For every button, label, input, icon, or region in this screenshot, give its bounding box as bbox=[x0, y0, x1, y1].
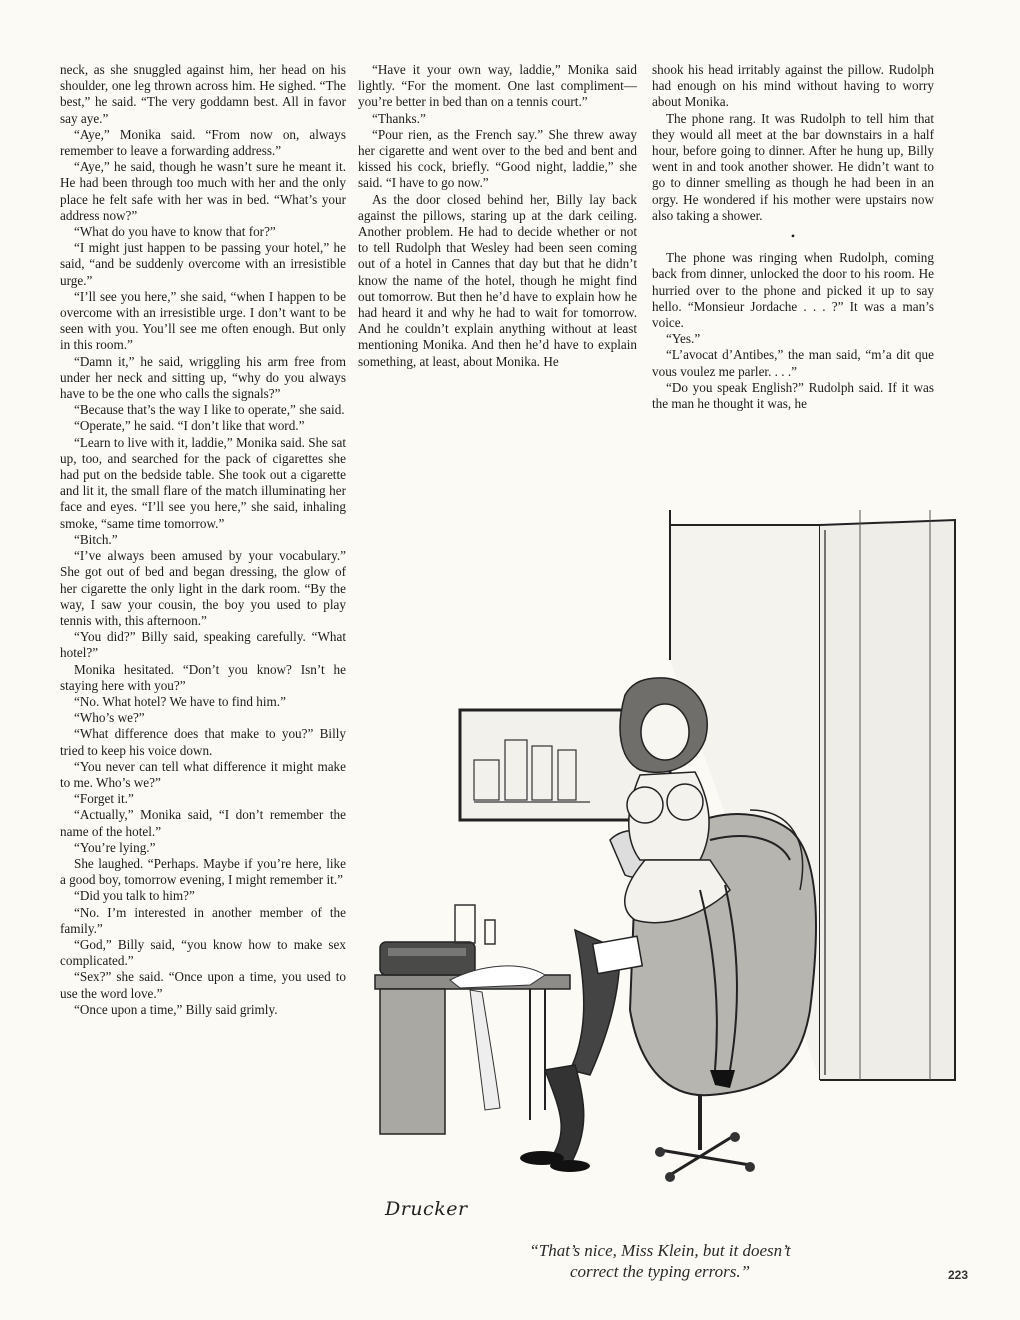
paragraph: “You never can tell what difference it might make to me. Who’s we?” bbox=[60, 758, 346, 790]
paragraph: Monika hesitated. “Don’t you know? Isn’t he staying here with you?” bbox=[60, 661, 346, 693]
text-column-3 bbox=[652, 62, 934, 412]
paragraph: “I might just happen to be passing your hotel,” he said, “and be suddenly overcome with an irresistible urge.” bbox=[60, 240, 346, 288]
caption-line: correct the typing errors.” bbox=[569, 1262, 751, 1281]
section-break-bullet: • bbox=[790, 229, 796, 244]
cartoon-illustration bbox=[370, 510, 960, 1240]
cartoon-caption bbox=[430, 1240, 890, 1282]
paragraph: “Because that’s the way I like to operate,” she said. bbox=[74, 402, 345, 418]
paragraph: She laughed. “Perhaps. Maybe if you’re here, like a good boy, tomorrow evening, I might remember it.” bbox=[60, 855, 346, 888]
paragraph: “Learn to live with it, laddie,” Monika said. She sat up, too, and searched for the pack of cigarettes she had put on the bedside table. She took out a cigarette and lit it, the small flare of the match illuminating her face and eyes. “I’ll see you here,” she said, inhaling smoke, “same time tomorrow.” bbox=[60, 434, 346, 531]
paragraph: “What difference does that make to you?” Billy tried to keep his voice down. bbox=[60, 726, 346, 758]
desk bbox=[375, 905, 570, 1134]
text-column-2 bbox=[358, 62, 637, 370]
paragraph: The phone rang. It was Rudolph to tell him that they would all meet at the bar downstairs in a half hour, before going to dinner. After he hung up, Billy went in and took another shower. He didn’t want to go to dinner smelling as though he had been in an orgy. He wondered if his mother were upstairs now also taking a shower. bbox=[652, 110, 934, 223]
paragraph: “Thanks.” bbox=[372, 110, 426, 126]
paragraph: “Bitch.” bbox=[74, 531, 118, 547]
paragraph: The phone was ringing when Rudolph, coming back from dinner, unlocked the door to his room. He hurried over to the phone and picked it up to say hello. “Monsieur Jordache . . . ?” It was a man’s voice. bbox=[652, 250, 934, 331]
paragraph: “Actually,” Monika said, “I don’t remember the name of the hotel.” bbox=[60, 807, 346, 839]
paragraph: “Sex?” she said. “Once upon a time, you used to use the word love.” bbox=[60, 969, 346, 1001]
paragraph: “Who’s we?” bbox=[74, 710, 145, 726]
paragraph: “Operate,” he said. “I don’t like that word.” bbox=[74, 418, 305, 434]
caption-line: “That’s nice, Miss Klein, but it doesn’t bbox=[529, 1241, 791, 1260]
paragraph: As the door closed behind her, Billy lay back against the pillows, staring up at the dark ceiling. Another problem. He had to decide whether or not to tell Rudolph that Wesley had been seen coming out of a hotel in Cannes that day but that he didn’t know the name of the hotel, though he might find out tomorrow. But then he’d have to explain how he had heard it and why he had to wait for tomorrow. And he couldn’t explain anything without at least mentioning Monika. And then he’d have to explain something, at least, about Monika. He bbox=[358, 191, 637, 369]
paragraph: “L’avocat d’Antibes,” the man said, “m’a dit que vous voulez me parler. . . .” bbox=[652, 347, 934, 379]
paragraph: “Pour rien, as the French say.” She threw away her cigarette and went over to the bed and bent and kissed his cock, briefly. “Good night, laddie,” she said. “I have to go now.” bbox=[358, 126, 637, 191]
paragraph: “Did you talk to him?” bbox=[74, 888, 195, 904]
page-number: 223 bbox=[948, 1268, 969, 1282]
paragraph: “You did?” Billy said, speaking carefully. “What hotel?” bbox=[60, 629, 346, 661]
text-column-1 bbox=[60, 62, 346, 1018]
paragraph: “Aye,” he said, though he wasn’t sure he meant it. He had been through too much with her and the only place he felt safe with her was in bed. “What’s your address now?” bbox=[60, 159, 346, 223]
paragraph: “You’re lying.” bbox=[74, 839, 156, 855]
paragraph: “God,” Billy said, “you know how to make sex complicated.” bbox=[60, 936, 346, 969]
paragraph: “No. I’m interested in another member of the family.” bbox=[60, 904, 346, 936]
paragraph: neck, as she snuggled against him, her head on his shoulder, one leg thrown across him. He sighed. “The best,” he said. “The very goddamn best. All in favor say aye.” bbox=[60, 62, 346, 126]
paragraph: “Have it your own way, laddie,” Monika said lightly. “For the moment. One last compliment—you’re better in bed than on a tennis court.” bbox=[358, 62, 637, 110]
paragraph: “Forget it.” bbox=[74, 791, 134, 807]
paragraph: “Damn it,” he said, wriggling his arm free from under her neck and sitting up, “why do you always have to be the one who calls the signals?” bbox=[60, 353, 346, 402]
paragraph: “I’ll see you here,” she said, “when I happen to be overcome with an irresistible urge. I don’t want to be seen with you. You’ll see me often enough. But only in this room.” bbox=[60, 288, 346, 353]
paragraph: “Once upon a time,” Billy said grimly. bbox=[74, 1001, 278, 1017]
paragraph: “Aye,” Monika said. “From now on, always remember to leave a forwarding address.” bbox=[60, 126, 346, 159]
paragraph: shook his head irritably against the pillow. Rudolph had enough on his mind without having to worry about Monika. bbox=[652, 62, 934, 110]
paragraph: “I’ve always been amused by your vocabulary.” She got out of bed and began dressing, the glow of her cigarette the only light in the dark room. “By the way, I saw your cousin, the boy you used to play tennis with, this afternoon.” bbox=[60, 548, 346, 628]
paragraph: “Do you speak English?” Rudolph said. If it was the man he thought it was, he bbox=[652, 379, 934, 412]
paragraph: “Yes.” bbox=[666, 331, 701, 347]
paragraph: “No. What hotel? We have to find him.” bbox=[74, 693, 286, 709]
artist-signature: Drucker bbox=[385, 1198, 468, 1220]
paragraph: “What do you have to know that for?” bbox=[74, 224, 276, 240]
